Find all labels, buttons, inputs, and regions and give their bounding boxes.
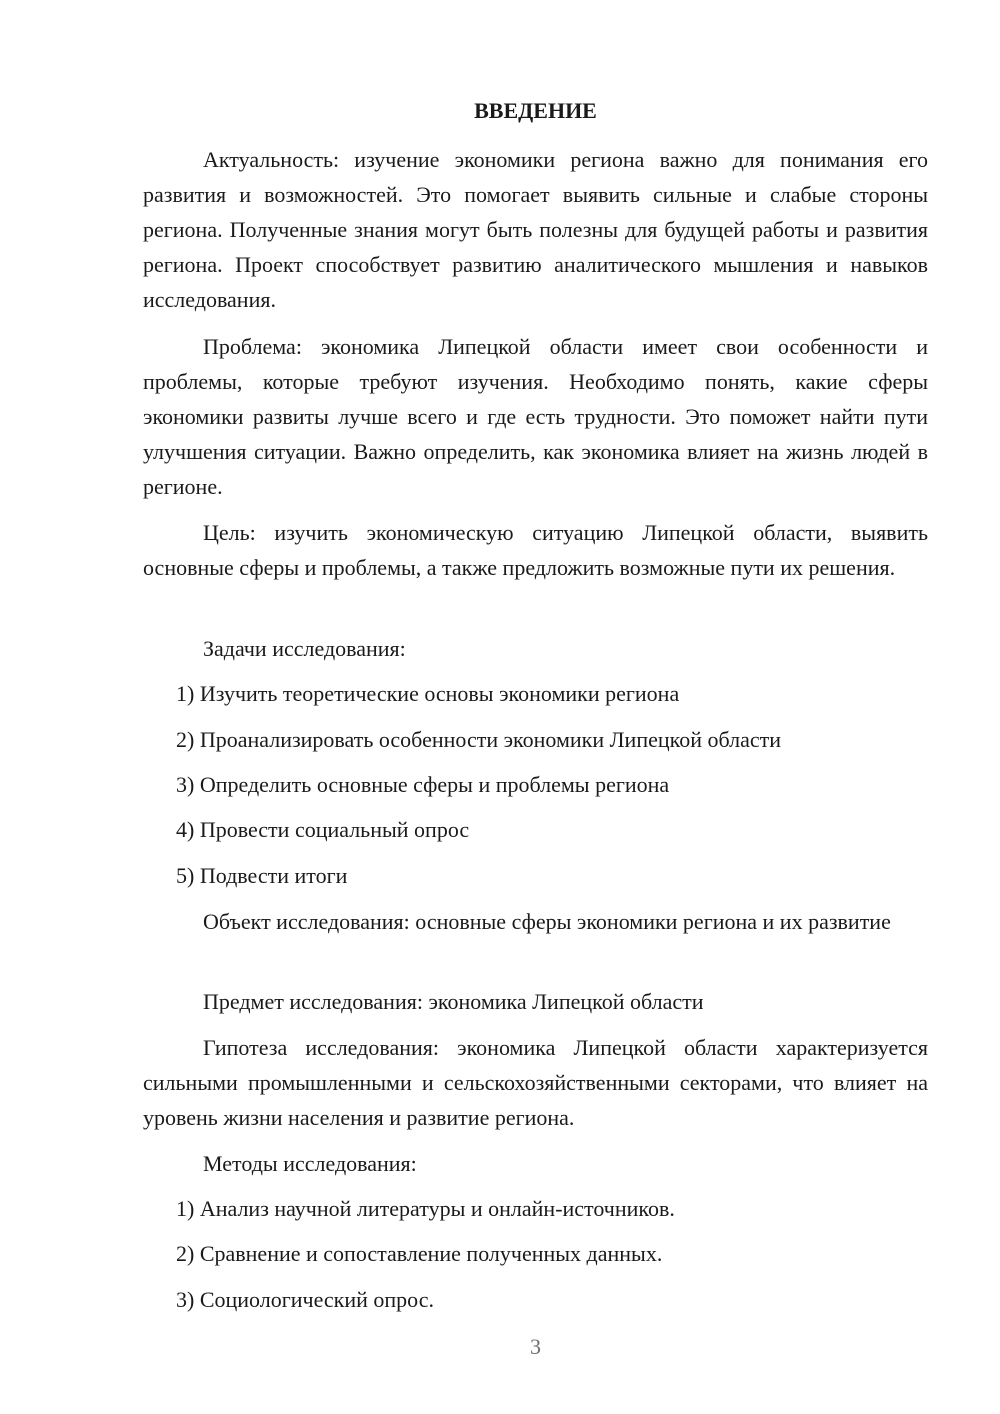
- tasks-title: Задачи исследования:: [203, 636, 406, 661]
- object-paragraph: Объект исследования: основные сферы экономики региона и их развитие: [203, 909, 891, 934]
- relevance-paragraph: Актуальность: изучение экономики региона важно для понимания его развития и возможностей. Это помогает выявить сильные и слабые стороны региона. Полученные знания могут быть полезны для будущей работы и развития региона. Проект способствует развитию аналитического мышления и навыков исследования.: [143, 147, 928, 312]
- page-title: ВВЕДЕНИЕ: [474, 98, 597, 123]
- task-item-4: 4) Провести социальный опрос: [176, 817, 470, 842]
- method-item-3: 3) Социологический опрос.: [176, 1287, 434, 1312]
- page-number: 3: [530, 1334, 541, 1359]
- task-item-5: 5) Подвести итоги: [176, 863, 348, 888]
- problem-paragraph: Проблема: экономика Липецкой области имеет свои особенности и проблемы, которые требуют изучения. Необходимо понять, какие сферы экономики развиты лучше всего и где есть трудности. Это поможет найти пути улучшения ситуации. Важно определить, как экономика влияет на жизнь людей в регионе.: [143, 334, 928, 499]
- methods-title: Методы исследования:: [203, 1151, 417, 1176]
- goal-paragraph: Цель: изучить экономическую ситуацию Липецкой области, выявить основные сферы и проблемы, а также предложить возможные пути их решения.: [143, 520, 928, 580]
- method-item-1: 1) Анализ научной литературы и онлайн-источников.: [176, 1196, 675, 1221]
- task-item-1: 1) Изучить теоретические основы экономики региона: [176, 681, 680, 706]
- task-item-3: 3) Определить основные сферы и проблемы региона: [176, 772, 670, 797]
- task-item-2: 2) Проанализировать особенности экономики Липецкой области: [176, 727, 782, 752]
- method-item-2: 2) Сравнение и сопоставление полученных данных.: [176, 1241, 663, 1266]
- subject-paragraph: Предмет исследования: экономика Липецкой области: [203, 989, 704, 1014]
- hypothesis-paragraph: Гипотеза исследования: экономика Липецкой области характеризуется сильными промышленными и сельскохозяйственными секторами, что влияет на уровень жизни населения и развитие региона.: [143, 1035, 928, 1130]
